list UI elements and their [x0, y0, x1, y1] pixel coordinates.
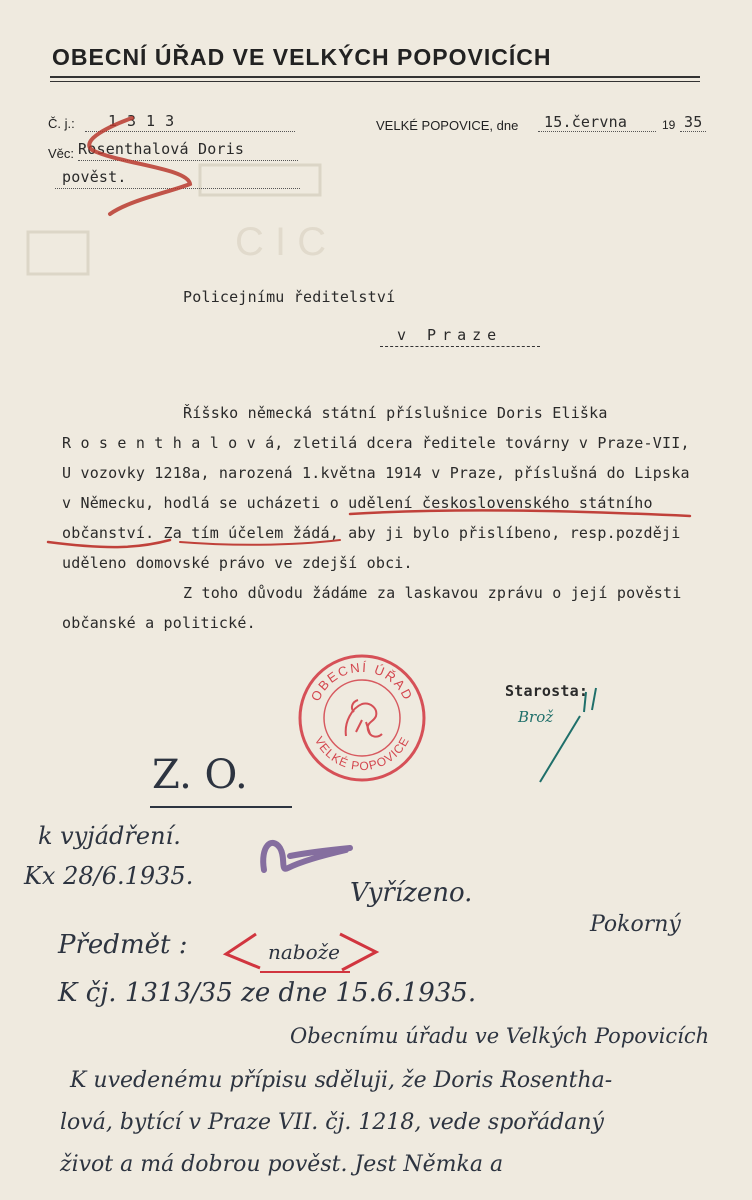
svg-text:C I C: C I C	[235, 220, 327, 264]
addressee-line-2: v Praze	[397, 326, 503, 344]
subject-label: Věc:	[48, 146, 75, 161]
annotation-salutation: Obecnímu úřadu ve Velkých Popovicích	[290, 1024, 710, 1048]
annotation-initials: Pokorný	[590, 912, 681, 937]
annotation-reply-3: život a má dobrou pověst. Jest Němka a	[60, 1152, 504, 1177]
body-line-4: v Německu, hodlá se ucházeti o udělení československého státního	[62, 494, 653, 512]
annotation-zo: Z. O.	[152, 752, 248, 798]
ref-value: 1313	[108, 112, 185, 130]
signature-title: Starosta:	[505, 682, 589, 700]
year-suffix: 35	[684, 113, 703, 131]
subject-line-1: Rosenthalová Doris	[78, 140, 245, 158]
lion-emblem-icon	[346, 700, 382, 737]
place-label: VELKÉ POPOVICE, dne	[376, 118, 519, 133]
stamp-top-text: OBECNÍ ÚŘAD	[307, 659, 417, 704]
red-underline-mark	[0, 0, 752, 560]
addressee-line-1: Policejnímu ředitelství	[183, 288, 396, 306]
svg-text:OBECNÍ ÚŘAD	[308, 660, 417, 704]
stamp-bottom-text: VELKÉ POPOVICE	[311, 734, 413, 774]
body-line-1: Říšsko německá státní příslušnice Doris Eliška	[183, 404, 608, 422]
annotation-kx-date: Kx 28/6.1935.	[24, 862, 194, 890]
annotation-vyrizeno: Vyřízeno.	[350, 878, 473, 908]
body-line-3: U vozovky 1218a, narozená 1.května 1914 v Praze, příslušná do Lipska	[62, 464, 690, 482]
annotation-reply-2: lová, bytící v Praze VII. čj. 1218, vede spořádaný	[60, 1110, 604, 1135]
year-prefix: 19	[662, 118, 676, 132]
body-line-2: R o s e n t h a l o v á, zletilá dcera ředitele továrny v Praze-VII,	[62, 434, 690, 452]
annotation-kcj: K čj. 1313/35 ze dne 15.6.1935.	[58, 978, 477, 1008]
signature-stroke	[500, 682, 620, 792]
subject-line-2: pověst.	[62, 168, 127, 186]
zo-underline	[150, 806, 292, 808]
body-line-8: občanské a politické.	[62, 614, 256, 632]
ref-label: Č. j.:	[48, 116, 75, 131]
body-line-7: Z toho důvodu žádáme za laskavou zprávu o její pověsti	[183, 584, 682, 602]
date-day: 15.června	[544, 113, 628, 131]
body-line-6: uděleno domovské právo ve zdejší obci.	[62, 554, 413, 572]
red-bracket-marks	[220, 928, 390, 978]
signature-name: Brož	[518, 708, 554, 726]
annotation-predmet-value: nabože	[268, 940, 341, 964]
annotation-reply-1: K uvedenému přípisu sděluji, že Doris Rosentha-	[70, 1068, 613, 1093]
office-heading: OBECNÍ ÚŘAD VE VELKÝCH POPOVICÍCH	[52, 44, 552, 70]
annotation-vyjadreni: k vyjádření.	[38, 822, 181, 850]
official-stamp	[296, 652, 428, 784]
violet-scribble	[250, 826, 360, 886]
annotation-predmet-label: Předmět :	[58, 930, 188, 960]
body-line-5: občanství. Za tím účelem žádá, aby ji bylo přislíbeno, resp.později	[62, 524, 681, 542]
